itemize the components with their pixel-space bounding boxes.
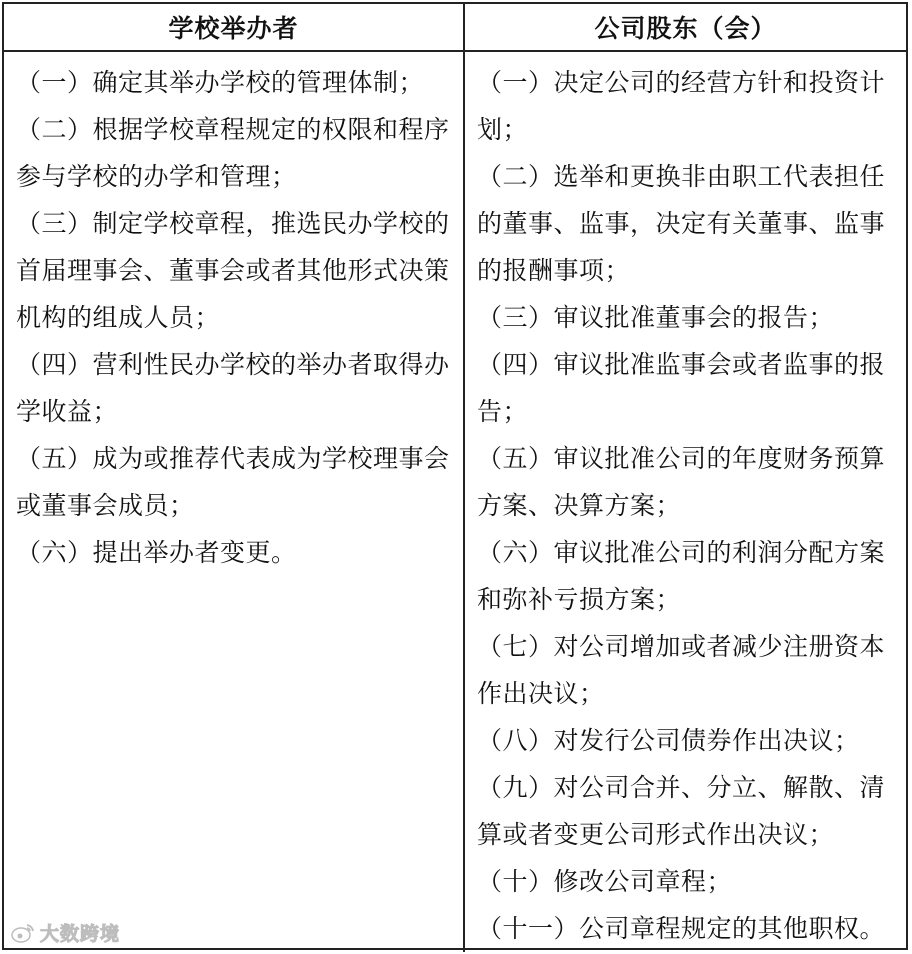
list-item: （五）审议批准公司的年度财务预算方案、决算方案；: [477, 444, 886, 520]
list-item: （十一）公司章程规定的其他职权。: [477, 914, 886, 943]
school-founder-rights: [4, 52, 465, 952]
header-school-founder: 学校举办者: [4, 4, 465, 52]
list-item: （十）修改公司章程；: [477, 867, 733, 896]
list-item: （四）营利性民办学校的举办者取得办学收益；: [16, 350, 450, 426]
comparison-table: [2, 2, 908, 950]
list-item: （三）审议批准董事会的报告；: [477, 303, 835, 332]
watermark: [10, 919, 120, 946]
shareholder-rights: [465, 52, 906, 952]
list-item: （二）根据学校章程规定的权限和程序参与学校的办学和管理；: [16, 115, 450, 191]
watermark-text: 大数跨境: [40, 923, 121, 945]
list-item: （四）审议批准监事会或者监事的报告；: [477, 350, 886, 426]
list-item: （二）选举和更换非由职工代表担任的董事、监事，决定有关董事、监事的报酬事项；: [477, 162, 886, 285]
list-item: （一）决定公司的经营方针和投资计划；: [477, 68, 886, 144]
weibo-icon: [10, 922, 36, 944]
list-item: （六）审议批准公司的利润分配方案和弥补亏损方案；: [477, 538, 886, 614]
list-item: （九）对公司合并、分立、解散、清算或者变更公司形式作出决议；: [477, 773, 886, 849]
list-item: （八）对发行公司债券作出决议；: [477, 726, 860, 755]
list-item: （七）对公司增加或者减少注册资本作出决议；: [477, 632, 886, 708]
list-item: （五）成为或推荐代表成为学校理事会或董事会成员；: [16, 444, 450, 520]
header-company-shareholders: 公司股东（会）: [465, 4, 906, 52]
list-item: （六）提出举办者变更。: [16, 538, 297, 567]
list-item: （三）制定学校章程，推选民办学校的首届理事会、董事会或者其他形式决策机构的组成人员；: [16, 209, 450, 332]
list-item: （一）确定其举办学校的管理体制；: [16, 68, 425, 97]
